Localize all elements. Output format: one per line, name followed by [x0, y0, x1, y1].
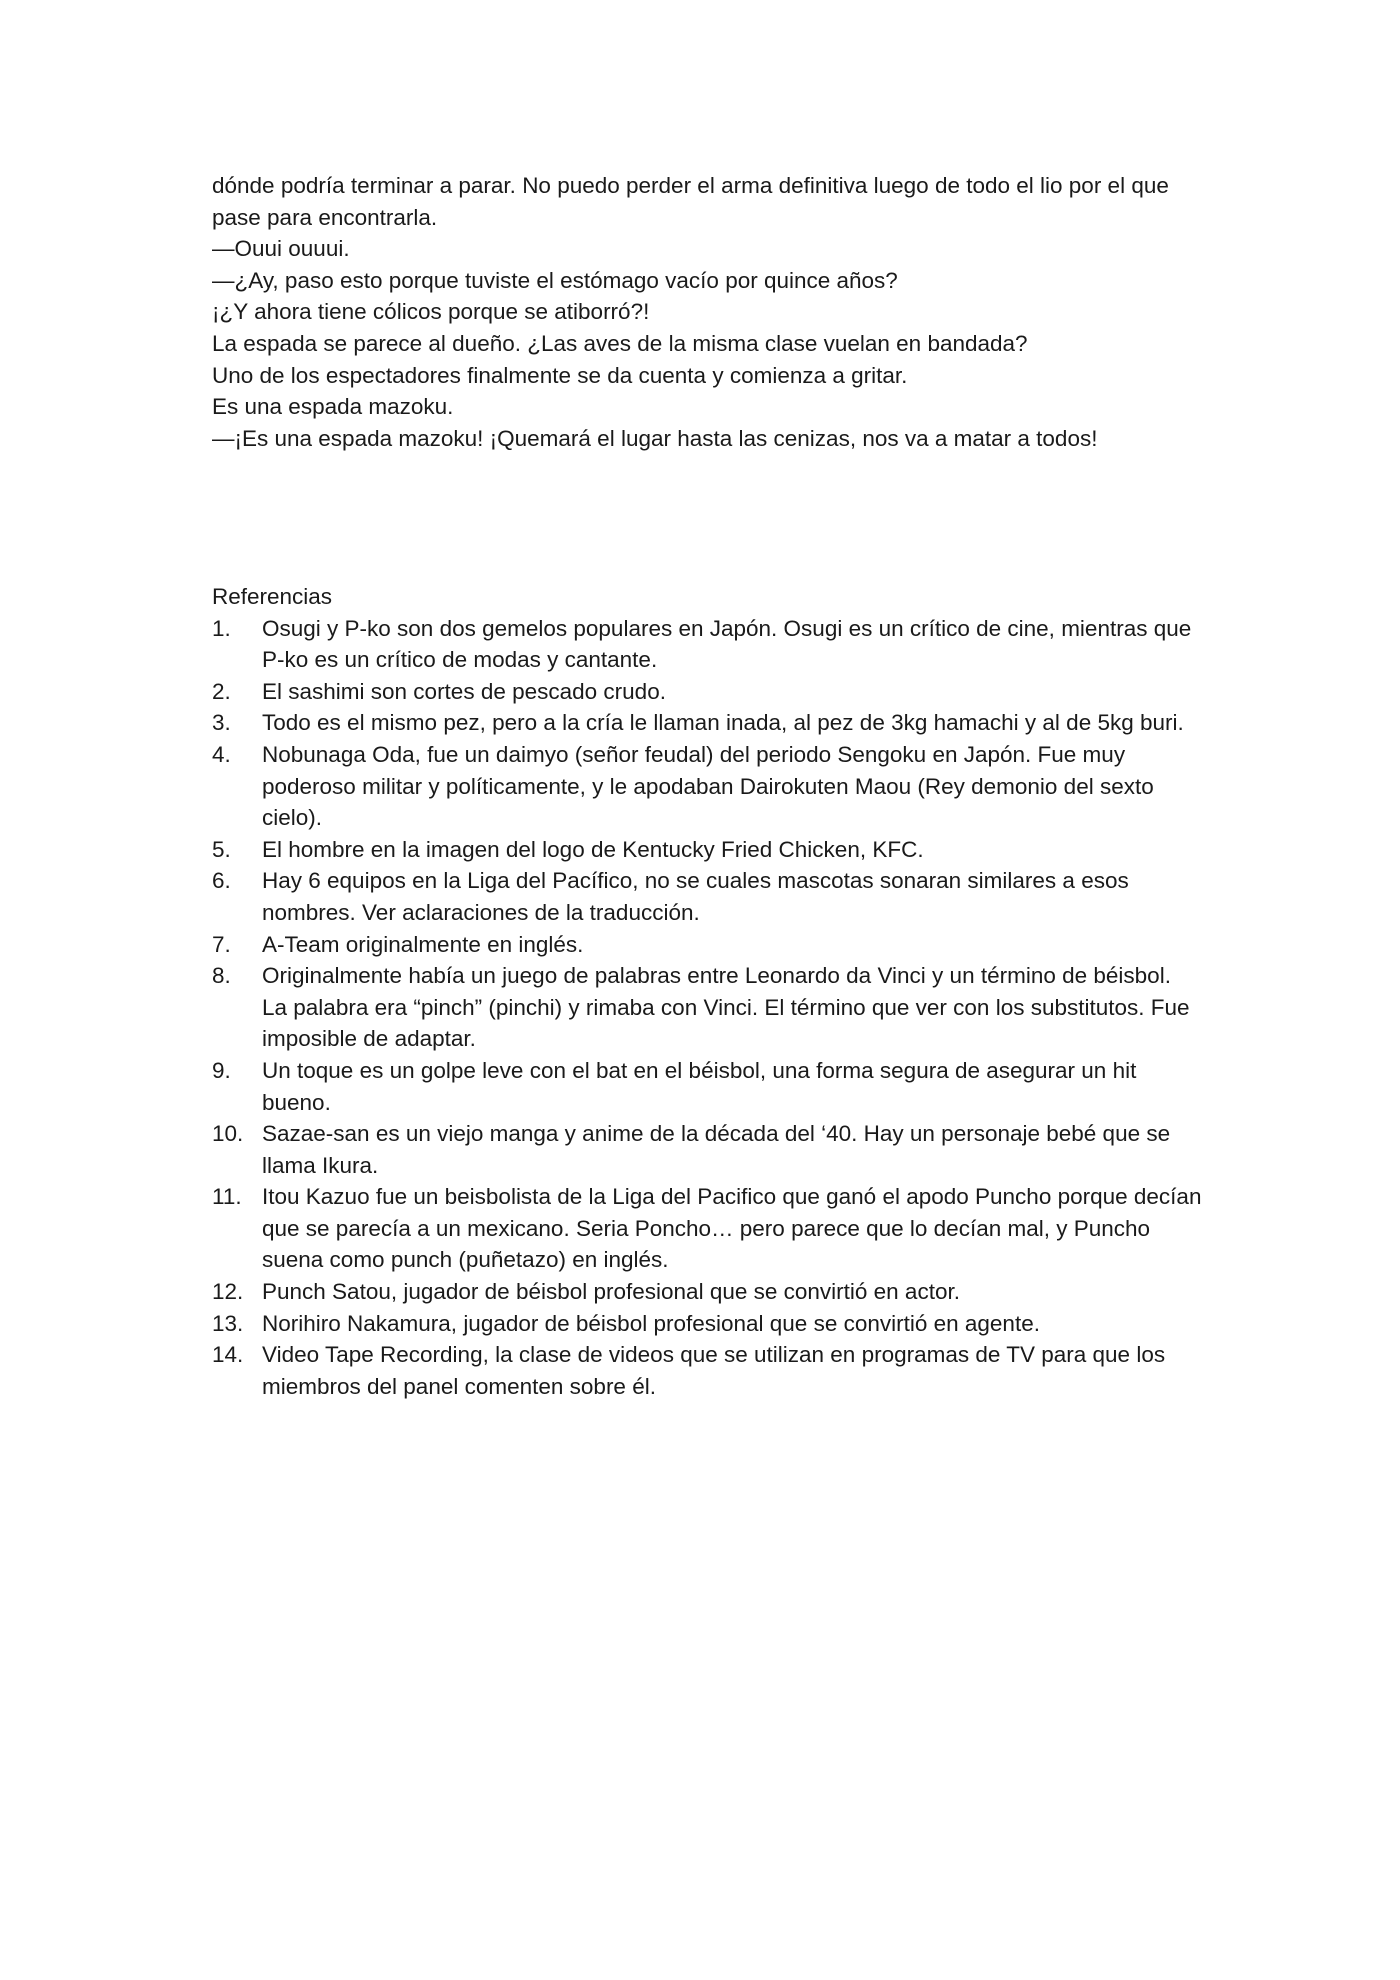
- reference-text: Nobunaga Oda, fue un daimyo (señor feudal) del periodo Sengoku en Japón. Fue muy poderoso militar y políticamente, y le apodaban Dairokuten Maou (Rey demonio del sexto cielo).: [262, 741, 1154, 831]
- reference-number: 1.: [212, 615, 231, 641]
- paragraph: dónde podría terminar a parar. No puedo perder el arma definitiva luego de todo el lio por el que pase para encontrarla.: [212, 173, 1169, 230]
- references-list: [212, 613, 1202, 1403]
- paragraph: Uno de los espectadores finalmente se da cuenta y comienza a gritar.: [212, 362, 908, 388]
- reference-number: 11.: [212, 1184, 242, 1210]
- reference-number: 8.: [212, 963, 231, 989]
- reference-number: 5.: [212, 836, 231, 862]
- reference-number: 13.: [212, 1310, 244, 1336]
- list-item: [212, 1055, 1202, 1118]
- reference-text: Sazae-san es un viejo manga y anime de la década del ‘40. Hay un personaje bebé que se llama Ikura.: [262, 1121, 1171, 1178]
- list-item: [212, 865, 1202, 928]
- paragraph: —¿Ay, paso esto porque tuviste el estómago vacío por quince años?: [212, 267, 898, 293]
- reference-text: A-Team originalmente en inglés.: [262, 931, 584, 957]
- reference-number: 7.: [212, 931, 231, 957]
- story-text: [212, 170, 1202, 454]
- reference-number: 3.: [212, 710, 231, 736]
- paragraph: La espada se parece al dueño. ¿Las aves de la misma clase vuelan en bandada?: [212, 330, 1028, 356]
- list-item: [212, 960, 1202, 1055]
- list-item: [212, 1308, 1202, 1340]
- reference-text: Norihiro Nakamura, jugador de béisbol profesional que se convirtió en agente.: [262, 1310, 1040, 1336]
- reference-number: 4.: [212, 741, 231, 767]
- reference-number: 9.: [212, 1057, 231, 1083]
- paragraph: —Ouui ouuui.: [212, 236, 350, 262]
- references-heading: Referencias: [212, 584, 333, 609]
- reference-text: Todo es el mismo pez, pero a la cría le llaman inada, al pez de 3kg hamachi y al de 5kg buri.: [262, 710, 1184, 736]
- reference-number: 6.: [212, 868, 231, 894]
- paragraph: Es una espada mazoku.: [212, 394, 454, 420]
- list-item: [212, 1339, 1202, 1402]
- reference-text: Un toque es un golpe leve con el bat en el béisbol, una forma segura de asegurar un hit bueno.: [262, 1057, 1137, 1115]
- reference-number: 2.: [212, 678, 231, 704]
- reference-text: Itou Kazuo fue un beisbolista de la Liga del Pacifico que ganó el apodo Puncho porque decían que se parecía a un mexicano. Seria Poncho… pero parece que lo decían mal, y Puncho suena como punch (puñetazo) en inglés.: [262, 1184, 1202, 1273]
- list-item: [212, 1118, 1202, 1181]
- reference-number: 12.: [212, 1279, 244, 1305]
- list-item: [212, 739, 1202, 834]
- references-section: [212, 581, 1202, 1402]
- list-item: [212, 676, 1202, 708]
- reference-text: Hay 6 equipos en la Liga del Pacífico, no se cuales mascotas sonaran similares a esos nombres. Ver aclaraciones de la traducción.: [262, 868, 1129, 925]
- list-item: [212, 1276, 1202, 1308]
- paragraph: —¡Es una espada mazoku! ¡Quemará el lugar hasta las cenizas, nos va a matar a todos!: [212, 425, 1098, 451]
- reference-text: Osugi y P-ko son dos gemelos populares en Japón. Osugi es un crítico de cine, mientras que P-ko es un crítico de modas y cantante.: [262, 615, 1192, 673]
- list-item: [212, 1181, 1202, 1276]
- reference-text: Punch Satou, jugador de béisbol profesional que se convirtió en actor.: [262, 1279, 960, 1305]
- paragraph: ¡¿Y ahora tiene cólicos porque se atiborró?!: [212, 299, 650, 325]
- reference-text: El sashimi son cortes de pescado crudo.: [262, 678, 666, 704]
- list-item: [212, 929, 1202, 961]
- reference-text: Originalmente había un juego de palabras entre Leonardo da Vinci y un término de béisbol. La palabra era “pinch” (pinchi) y rimaba con Vinci. El término que ver con los substitutos. Fue imposible de adaptar.: [262, 963, 1190, 1052]
- reference-text: Video Tape Recording, la clase de videos que se utilizan en programas de TV para que los miembros del panel comenten sobre él.: [262, 1342, 1166, 1399]
- list-item: [212, 707, 1202, 739]
- reference-number: 14.: [212, 1342, 244, 1368]
- reference-number: 10.: [212, 1121, 244, 1147]
- list-item: [212, 613, 1202, 676]
- reference-text: El hombre en la imagen del logo de Kentucky Fried Chicken, KFC.: [262, 836, 924, 862]
- list-item: [212, 834, 1202, 866]
